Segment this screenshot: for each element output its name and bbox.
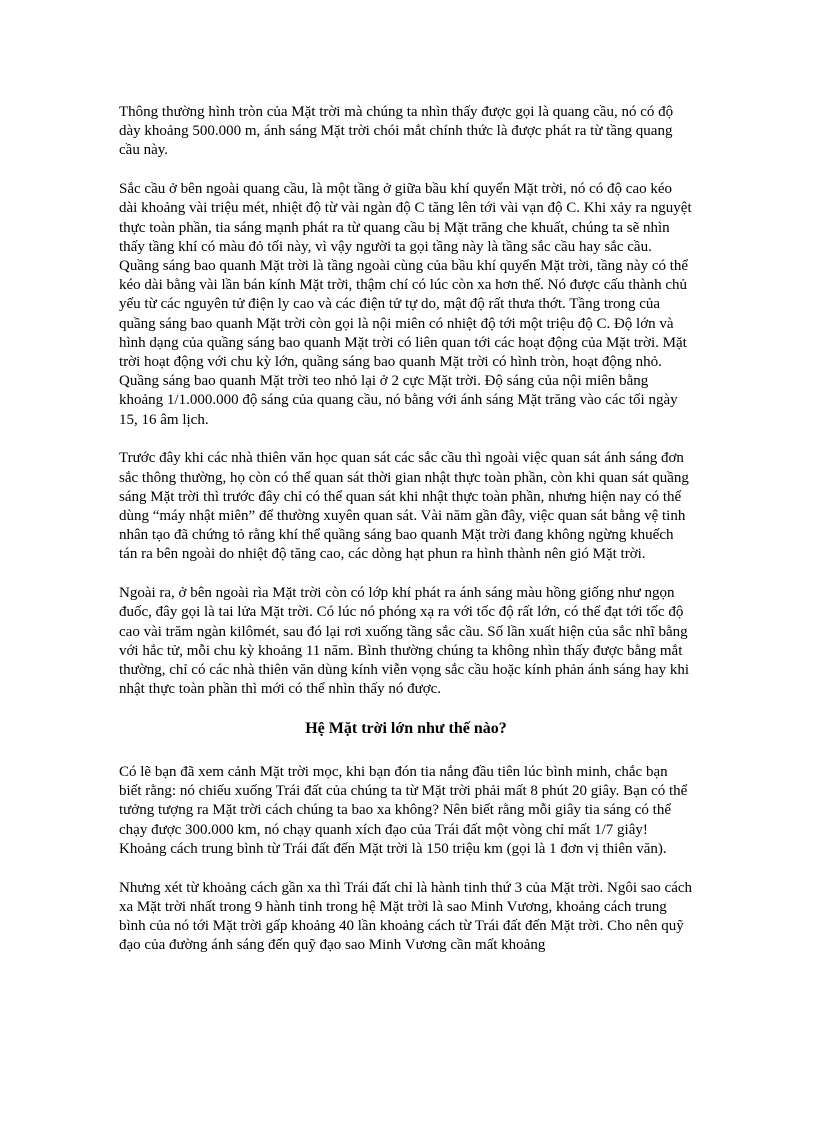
paragraph-photosphere: Thông thường hình tròn của Mặt trời mà chúng ta nhìn thấy được gọi là quang cầu, nó có độ dày khoảng 500.000 m, ánh sáng Mặt trời chói mắt chính thức là được phát ra từ tầng quang cầu này. bbox=[119, 104, 674, 159]
paragraph-sunrise-distance: Có lẽ bạn đã xem cảnh Mặt trời mọc, khi bạn đón tia nắng đầu tiên lúc bình minh, chắc bạn biết rằng: nó chiếu xuống Trái đất của chúng ta từ Mặt trời phải mất 8 phút 20 giây. Bạn có thể tưởng tượng ra Mặt trời cách chúng ta bao xa không? Nên biết rằng mỗi giây tia sáng có thể chạy được 300.000 km, nó chạy quanh xích đạo của Trái đất một vòng chỉ mất 1/7 giây! Khoảng cách trung bình từ Trái đất đến Mặt trời là 150 triệu km (gọi là 1 đơn vị thiên văn). bbox=[119, 764, 688, 857]
paragraph-chromosphere-corona: Sắc cầu ở bên ngoài quang cầu, là một tầng ở giữa bầu khí quyển Mặt trời, nó có độ cao kéo dài khoảng vài triệu mét, nhiệt độ từ vài ngàn độ C tăng lên tới vài vạn độ C. Khi xảy ra nguyệt thực toàn phần, tia sáng mạnh phát ra từ quang cầu bị Mặt trăng che khuất, chúng ta sẽ nhìn thấy tầng khí có màu đỏ tối này, vì vậy người ta gọi tầng này là tầng sắc cầu hay sắc cầu. Quầng sáng bao quanh Mặt trời là tầng ngoài cùng của bầu khí quyển Mặt trời, tầng này có thể kéo dài bằng vài lần bán kính Mặt trời, thậm chí có lúc còn xa hơn thế. Nó được cấu thành chủ yếu từ các nguyên tử điện ly cao và các điện tử tự do, mật độ rất thưa thớt. Tầng trong của quầng sáng bao quanh Mặt trời còn gọi là nội miên có nhiệt độ tới một triệu độ C. Độ lớn và hình dạng của quầng sáng bao quanh Mặt trời có liên quan tới các hoạt động của Mặt trời. Mặt trời hoạt động với chu kỳ lớn, quầng sáng bao quanh Mặt trời có hình tròn, hoạt động nhỏ. Quầng sáng bao quanh Mặt trời teo nhỏ lại ở 2 cực Mặt trời. Độ sáng của nội miên bằng khoảng 1/1.000.000 độ sáng của quang cầu, nó bằng với ánh sáng Mặt trăng vào các tối ngày 15, 16 âm lịch. bbox=[119, 181, 692, 428]
document-body bbox=[119, 103, 693, 975]
paragraph-prominences: Ngoài ra, ở bên ngoài rìa Mặt trời còn có lớp khí phát ra ánh sáng màu hồng giống như ngọn đuốc, đây gọi là tai lửa Mặt trời. Có lúc nó phóng xạ ra với tốc độ rất lớn, có thể đạt tới tốc độ cao vài trăm ngàn kilômét, sau đó lại rơi xuống tầng sắc cầu. Số lần xuất hiện của sắc nhĩ bằng với hắc tử, mỗi chu kỳ khoảng 11 năm. Bình thường chúng ta không nhìn thấy được bằng mắt thường, chỉ có các nhà thiên văn dùng kính viễn vọng sắc cầu hoặc kính phản ánh sáng hay khi nhật thực toàn phần thì mới có thể nhìn thấy nó được. bbox=[119, 585, 690, 698]
section-heading: Hệ Mặt trời lớn như thế nào? bbox=[305, 720, 507, 738]
paragraph-observation: Trước đây khi các nhà thiên văn học quan sát các sắc cầu thì ngoài việc quan sát ánh sáng đơn sắc thông thường, họ còn có thể quan sát thời gian nhật thực toàn phần, còn khi quan sát quầng sáng Mặt trời thì trước đây chỉ có thể quan sát khi nhật thực toàn phần, nhưng hiện nay có thể dùng “máy nhật miên” để thường xuyên quan sát. Vài năm gần đây, việc quan sát bằng vệ tinh nhân tạo đã chứng tỏ rằng khí thể quầng sáng bao quanh Mặt trời đang không ngừng khuếch tán ra bên ngoài do nhiệt độ tăng cao, các dòng hạt phun ra hình thành nên gió Mặt trời. bbox=[119, 450, 689, 563]
paragraph-solar-system-size: Nhưng xét từ khoảng cách gần xa thì Trái đất chỉ là hành tinh thứ 3 của Mặt trời. Ngôi sao cách xa Mặt trời nhất trong 9 hành tinh trong hệ Mặt trời là sao Minh Vương, khoảng cách trung bình của nó tới Mặt trời gấp khoảng 40 lần khoảng cách từ Trái đất đến Mặt trời. Cho nên quỹ đạo của đường ánh sáng đến quỹ đạo sao Minh Vương cần mất khoảng bbox=[119, 879, 693, 954]
